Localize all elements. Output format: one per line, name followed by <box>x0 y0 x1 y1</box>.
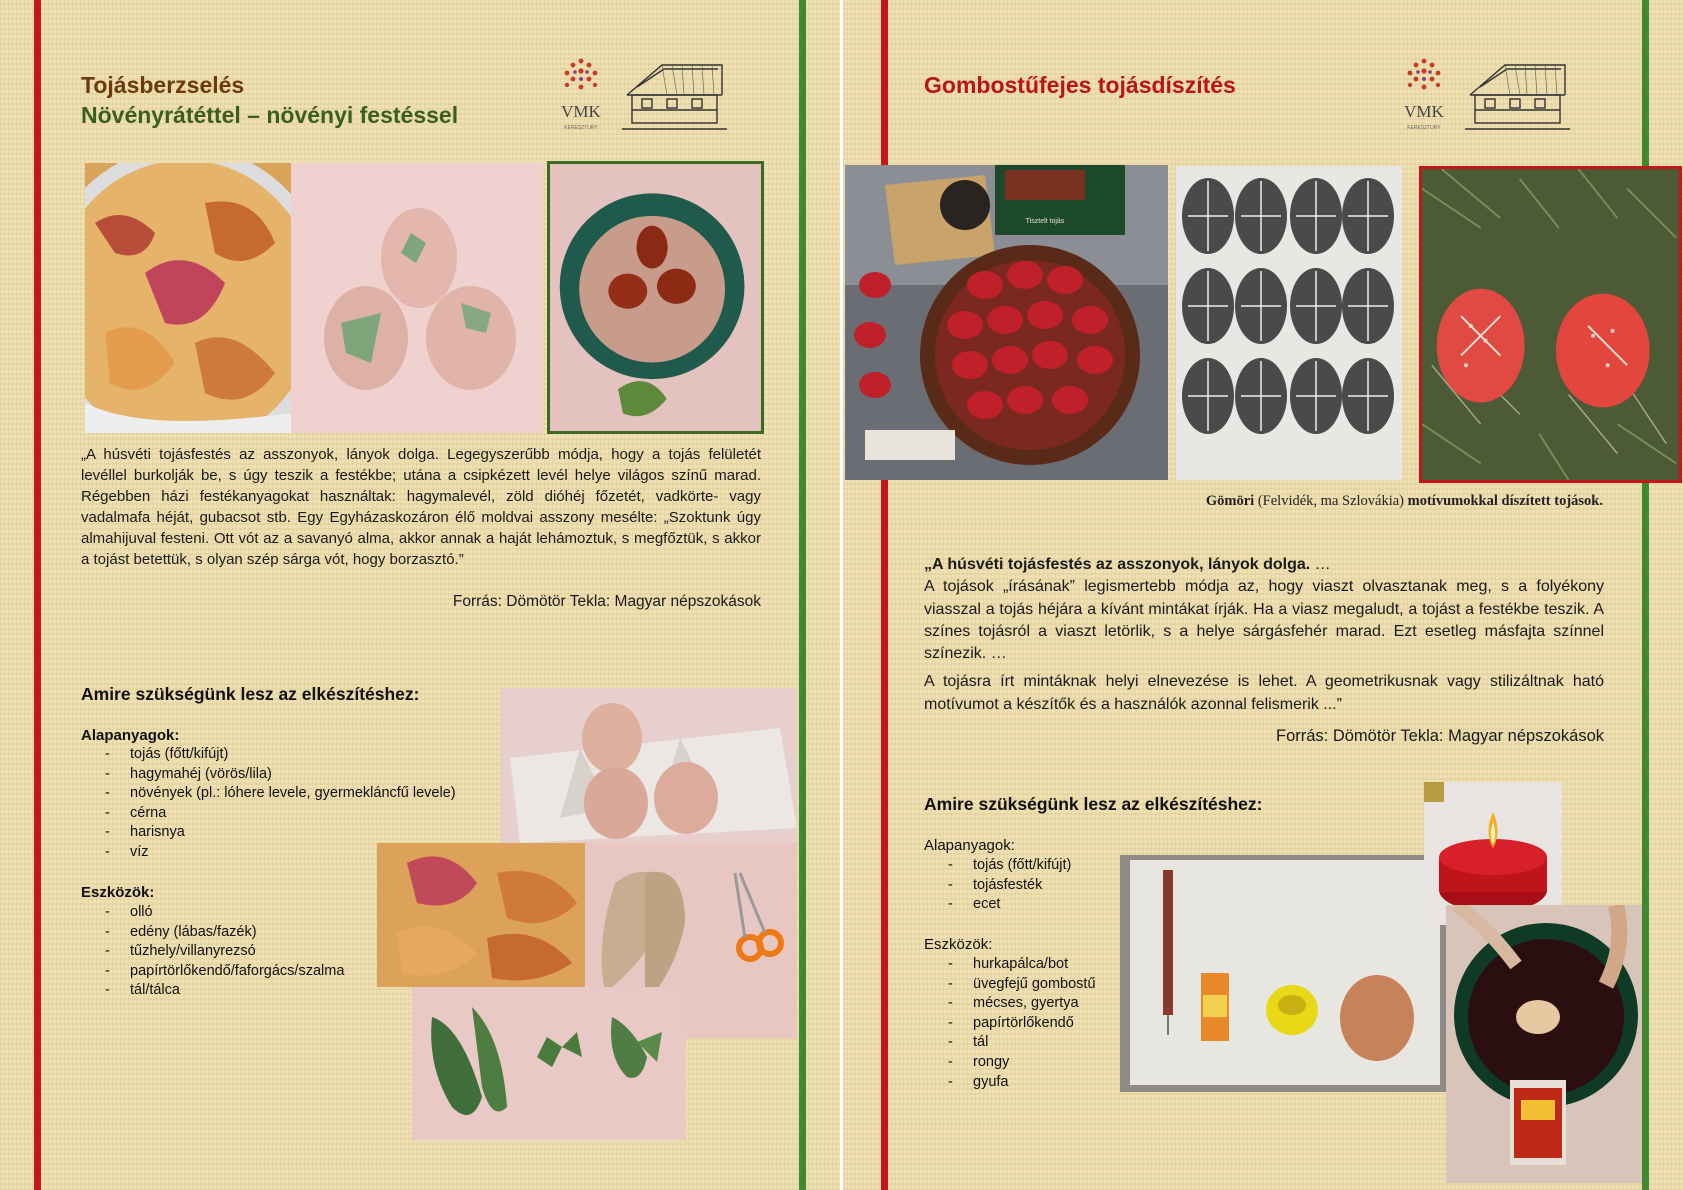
left-source: Forrás: Dömötör Tekla: Magyar népszokások <box>452 593 761 610</box>
book-title: Tisztelt tojás <box>1025 218 1065 225</box>
right-quote <box>924 554 1604 722</box>
vmk-logo <box>553 55 609 135</box>
dye-bowl-photo <box>1446 905 1642 1183</box>
tool-item: - mécses, gyertya <box>946 994 1206 1014</box>
tool-item: - üvegfejű gombostű <box>946 975 1206 995</box>
ingredient-item: - hagymahéj (vörös/lila) <box>103 765 503 785</box>
egg-carton-photo <box>500 688 797 843</box>
svg-text:KERESZTURY: KERESZTURY <box>1407 125 1441 131</box>
left-tools-list <box>103 903 403 1001</box>
vmk-logo-right <box>1396 55 1452 135</box>
caption-mid: (Felvidék, ma Szlovákia) <box>1254 493 1408 509</box>
tool-item: - hurkapálca/bot <box>946 955 1206 975</box>
right-ingredients-label: Alapanyagok: <box>924 837 1015 854</box>
left-needs-heading: Amire szükségünk lesz az elkészítéshez: <box>81 684 420 704</box>
left-tools-label: Eszközök: <box>81 884 155 901</box>
ingredient-item: - tojásfesték <box>946 876 1206 896</box>
right-page <box>843 0 1683 1190</box>
right-title: Gombostűfejes tojásdíszítés <box>924 72 1236 98</box>
tool-item: - tál <box>946 1033 1206 1053</box>
left-subtitle: Növényrátéttel – növényi festéssel <box>81 102 459 128</box>
tool-item: - tűzhely/villanyrezsó <box>103 942 403 962</box>
tool-item: - gyufa <box>946 1073 1206 1093</box>
ingredient-item: - tojás (főtt/kifújt) <box>946 856 1206 876</box>
leaf-eggs-photo <box>291 163 543 433</box>
caption-bold-2: motívumokkal díszített tojások. <box>1407 493 1603 509</box>
house-logo-right <box>1465 55 1570 135</box>
ingredient-item: - cérna <box>103 804 503 824</box>
right-photo-caption <box>943 493 1603 510</box>
caption-bold-1: Gömöri <box>1205 493 1255 509</box>
red-eggs-grass-photo <box>1419 166 1682 483</box>
logo-sub: KERESZTURY <box>564 125 598 131</box>
left-title: Tojásberzselés <box>81 72 245 98</box>
right-source: Forrás: Dömötör Tekla: Magyar népszokások <box>1276 727 1604 745</box>
ingredient-item: - tojás (főtt/kifújt) <box>103 745 503 765</box>
onion-skin-photo <box>85 163 291 433</box>
left-quote: „A húsvéti tojásfestés az asszonyok, lányok dolga. Legegyszerűbb módja, hogy a tojás felületét levéllel burkolják be, s úgy teszik a festékbe; utána a csipkézett levél helye világos színű marad. Régebben házi festékanyagokat használtak: hagymalevél, zöld dióhéj főzetét, vadkörte- vagy vadalmafa héját, gubacsot stb. Egy Egyházaskozáron élő moldvai asszony mesélte: „Szoktunk úgy almahijuval festeni. Ott vót az a savanyó alma, akkor annak a haját lehámoztuk, s megfőztük, s akkor a tojást betettük, s olyan szép sárga vót, hogy borzasztó.” <box>81 446 761 568</box>
left-green-stripe <box>799 0 806 1190</box>
left-red-stripe <box>34 0 41 1190</box>
onion-skin-small-photo <box>377 843 585 987</box>
tool-item: - olló <box>103 903 403 923</box>
ingredient-item: - növények (pl.: lóhere levele, gyermekláncfű levele) <box>103 784 503 804</box>
right-needs-heading: Amire szükségünk lesz az elkészítéshez: <box>924 794 1263 814</box>
tool-item: - papírtörlőkendő <box>946 1014 1206 1034</box>
bowl-eggs-photo <box>547 161 764 434</box>
tool-item: - papírtörlőkendő/faforgács/szalma <box>103 962 403 982</box>
right-quote-lead-bold: „A húsvéti tojásfestés az asszonyok, lányok dolga. <box>924 556 1311 573</box>
ingredient-item: - víz <box>103 843 503 863</box>
left-ingredients-label: Alapanyagok: <box>81 727 180 744</box>
tool-item: - tál/tálca <box>103 981 403 1001</box>
left-page <box>0 0 840 1190</box>
tools-table-photo <box>1120 855 1446 1092</box>
right-quote-p2: A tojásra írt mintáknak helyi elnevezése is lehet. A geometrikusnak vagy stilizáltnak ható motívumot a készítők és a használók azonnal felismerik ...” <box>924 673 1604 713</box>
leaves-photo <box>412 987 686 1140</box>
svg-text:VMK: VMK <box>1404 102 1444 121</box>
right-quote-lead <box>924 554 1604 576</box>
motif-eggs-print-photo <box>1176 166 1402 480</box>
ingredient-item: - ecet <box>946 895 1206 915</box>
svg-text:VMK: VMK <box>561 102 601 121</box>
right-quote-lead-tail: … <box>1310 556 1331 573</box>
red-eggs-plate-photo <box>845 165 1168 480</box>
ingredient-item: - harisnya <box>103 823 503 843</box>
tool-item: - edény (lábas/fazék) <box>103 923 403 943</box>
right-quote-p1: A tojások „írásának” legismertebb módja az, hogy viaszt olvasztanak meg, s a folyékony viasszal a tojás héjára a kívánt mintákat írják. Ha a viasz megaludt, a tojást a festékbe teszik. A színes tojásról a viaszt letörlik, s a helye sárgásfehér marad. Ezt esetleg másfajta színnel színezik. … <box>924 578 1604 663</box>
house-logo <box>622 55 727 135</box>
right-tools-label: Eszközök: <box>924 936 993 953</box>
tool-item: - rongy <box>946 1053 1206 1073</box>
candle-photo <box>1424 782 1562 925</box>
